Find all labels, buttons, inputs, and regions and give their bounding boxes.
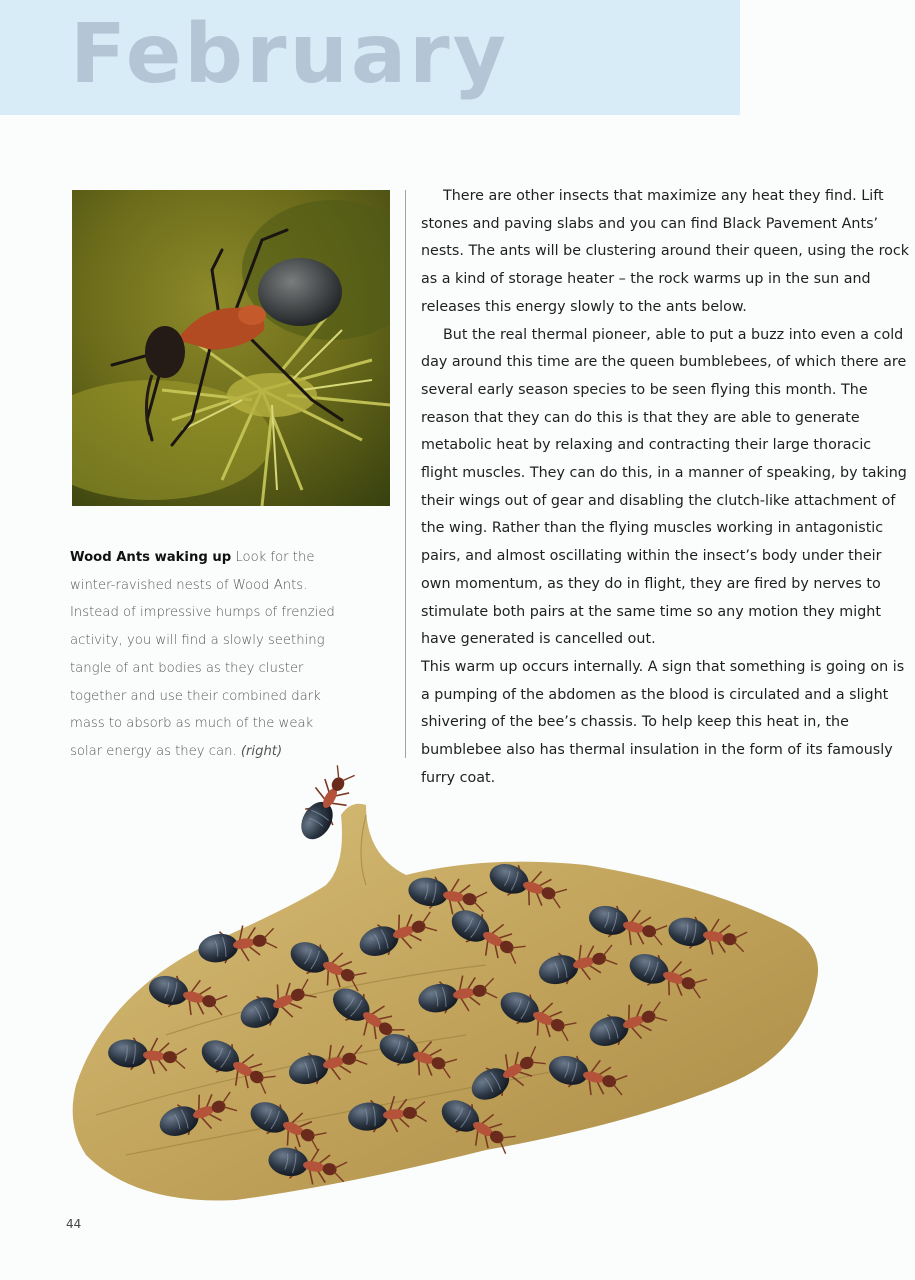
- ant-photo-icon: [72, 190, 390, 506]
- caption-reference: (right): [240, 743, 283, 759]
- column-divider: [405, 190, 406, 758]
- photo-caption: [70, 544, 342, 766]
- caption-body: Look for the winter-ravished nests of Wood Ants. Instead of impressive humps of frenzied activity, you will find a slowly seething tangle of ant bodies as they cluster together and use their combined dark mass to absorb as much of the weak solar energy as they can.: [70, 550, 335, 759]
- page-number: 44: [66, 1217, 82, 1231]
- ant-cluster-icon: [66, 735, 836, 1205]
- article-body: [421, 183, 911, 792]
- article-paragraph-1: There are other insects that maximize any heat they find. Lift stones and paving slabs and you can find Black Pavement Ants’ nests. The ants will be clustering around their queen, using the rock as a kind of storage heater – the rock warms up in the sun and releases this energy slowly to the ants below.: [421, 188, 910, 315]
- article-paragraph-3: This warm up occurs internally. A sign that something is going on is a pumping of the abdomen as the blood is circulated and a slight shivering of the bee’s chassis. To help keep this heat in, the bumblebee also has thermal insulation in the form of its famously furry coat.: [421, 658, 905, 786]
- ant-photo: [72, 190, 390, 506]
- ant-cluster-illustration: [66, 735, 836, 1205]
- article-paragraph-2: But the real thermal pioneer, able to put a buzz into even a cold day around this time are the queen bumblebees, of which there are several early season species to be seen flying this month. The reason that they can do this is that they are able to generate metabolic heat by relaxing and contracting their large thoracic flight muscles. They can do this, in a manner of speaking, by taking their wings out of gear and disabling the clutch-like attachment of the wing. Rather than the flying muscles working in antagonistic pairs, and almost oscillating within the insect’s body under their own momentum, as they do in flight, they are fired by nerves to stimulate both pairs at the same time so any motion they might have generated is cancelled out.: [421, 326, 907, 648]
- page-title: February: [70, 7, 510, 102]
- caption-title: Wood Ants waking up: [70, 550, 232, 565]
